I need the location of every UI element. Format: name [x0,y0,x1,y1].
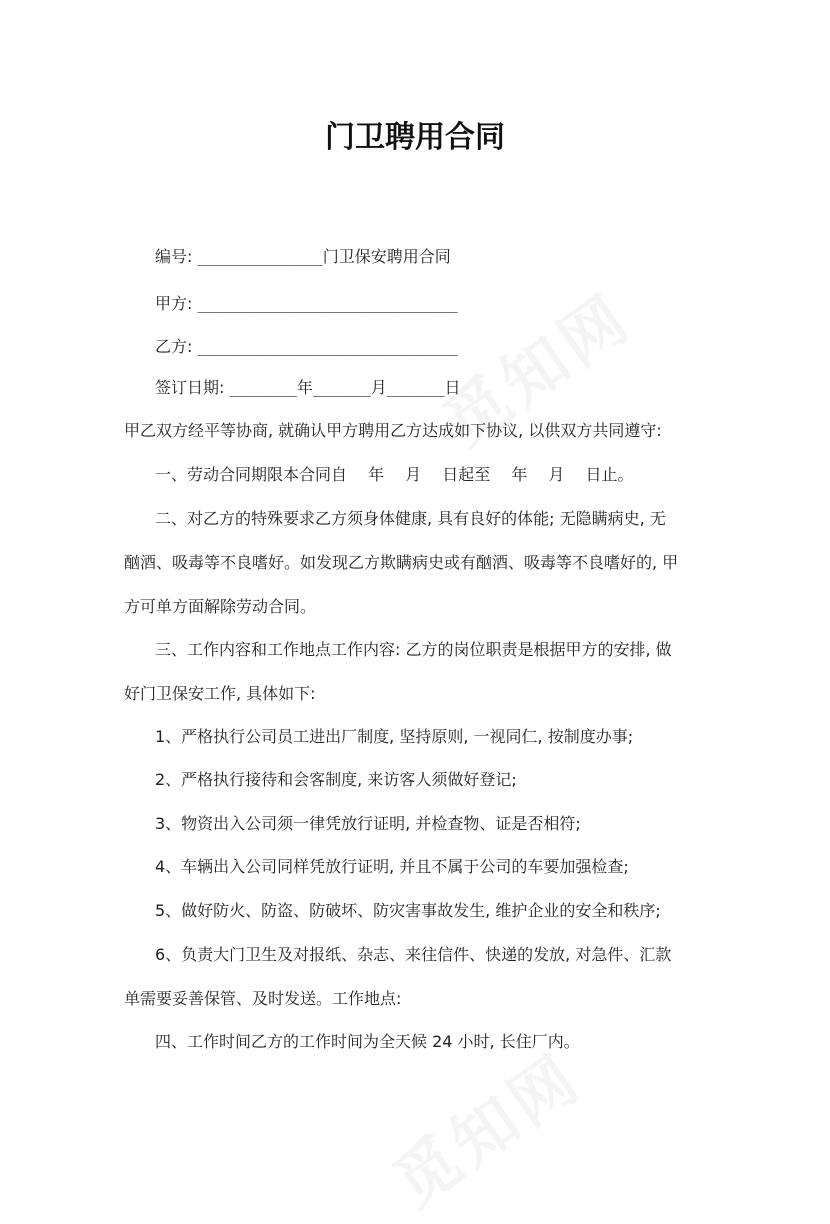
duty-item-6-line-1: 6、负责大门卫生及对报纸、杂志、来往信件、快递的发放, 对急件、汇款 [155,945,672,964]
date-year-label: 年 [296,378,313,397]
clause-4-hours: 四、工作时间乙方的工作时间为全天候 24 小时, 长住厂内。 [155,1032,580,1051]
contract-number-blank: _____________ [197,247,323,266]
clause-1-term: 一、劳动合同期限本合同自 年 月 日起至 年 月 日止。 [155,465,634,484]
duty-item-1: 1、严格执行公司员工进出厂制度, 坚持原则, 一视同仁, 按制度办事; [155,727,634,746]
document-title: 门卫聘用合同 [325,120,505,155]
clause-3-line-1: 三、工作内容和工作地点工作内容: 乙方的岗位职责是根据甲方的安排, 做 [155,640,672,659]
duty-item-3: 3、物资出入公司须一律凭放行证明, 并检查物、证是否相符; [155,814,581,833]
duty-item-4: 4、车辆出入公司同样凭放行证明, 并且不属于公司的车要加强检查; [155,857,629,876]
agreement-intro: 甲乙双方经平等协商, 就确认甲方聘用乙方达成如下协议, 以供双方共同遵守: [124,421,662,440]
date-day-blank: ______ [386,378,445,397]
duty-item-6-line-2: 单需要妥善保管、及时发送。工作地点: [124,989,402,1008]
duty-item-5: 5、做好防火、防盗、防破坏、防灾害事故发生, 维护企业的安全和秩序; [155,901,661,920]
signing-date-line [155,375,461,398]
duty-item-2: 2、严格执行接待和会客制度, 来访客人须做好登记; [155,770,517,789]
date-year-blank: _______ [229,378,297,397]
contract-number-suffix: 门卫保安聘用合同 [322,247,451,266]
clause-2-line-3: 方可单方面解除劳动合同。 [124,597,317,616]
party-b-blank: ___________________________ [197,337,458,356]
contract-number-label: 编号: [155,247,198,266]
date-month-label: 月 [370,378,387,397]
clause-2-line-1: 二、对乙方的特殊要求乙方须身体健康, 具有良好的体能; 无隐瞒病史, 无 [155,509,666,528]
clause-3-line-2: 好门卫保安工作, 具体如下: [124,684,316,703]
contract-number-line [155,244,451,267]
clause-2-line-2: 酗酒、吸毒等不良嗜好。如发现乙方欺瞒病史或有酗酒、吸毒等不良嗜好的, 甲 [124,553,679,572]
watermark [373,1028,598,1224]
party-a-label: 甲方: [155,294,198,313]
party-b-line [155,334,458,357]
signing-date-label: 签订日期: [155,378,230,397]
date-month-blank: ______ [312,378,371,397]
date-day-label: 日 [444,378,461,397]
party-a-line [155,291,458,314]
party-b-label: 乙方: [155,337,198,356]
party-a-blank: ___________________________ [197,294,458,313]
